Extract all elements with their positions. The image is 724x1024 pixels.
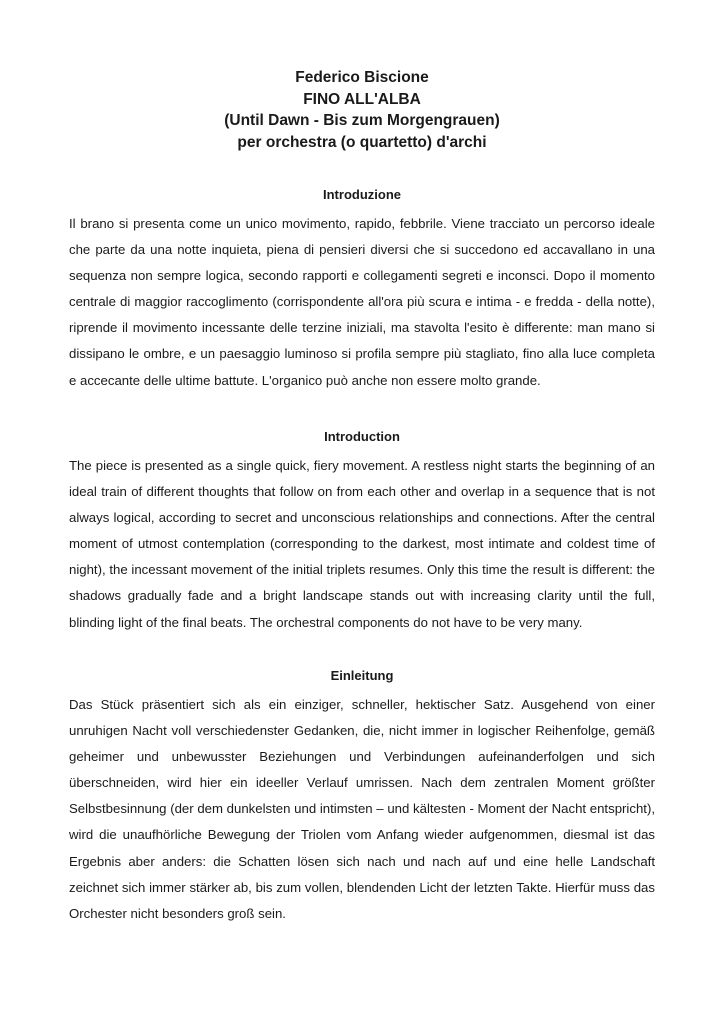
work-title: FINO ALL'ALBA (303, 90, 421, 108)
composer-name: Federico Biscione (295, 69, 429, 86)
section-body-german: Das Stück präsentiert sich als ein einziger, schneller, hektischer Satz. Ausgehend von einer unruhigen Nacht voll verschiedenster Gedanken, die, nicht immer in logischer Reihenfolge, gemäß geheimer und unbewusster Beziehungen und Verbindungen aufeinanderfolgen und sich überschneiden, wird hier ein ideeller Verlauf umrissen. Nach dem zentralen Moment größter Selbstbesinnung (der dem dunkelsten und intimsten – und kältesten - Moment der Nacht entspricht), wird die unaufhörliche Bewegung der Triolen vom Anfang wieder aufgenommen, diesmal ist das Ergebnis aber anders: die Schatten lösen sich nach und nach auf und eine helle Landschaft zeichnet sich immer stärker ab, bis zum vollen, blendenden Licht der letzten Takte. Hierfür muss das Orchester nicht besonders groß sein. (69, 697, 655, 921)
instrumentation: per orchestra (o quartetto) d'archi (237, 133, 487, 151)
document-header (0, 67, 724, 153)
section-english (69, 428, 655, 636)
section-title-italian: Introduzione (323, 187, 401, 202)
section-italian (69, 186, 655, 394)
work-subtitle: (Until Dawn - Bis zum Morgengrauen) (224, 112, 500, 129)
section-title-german: Einleitung (330, 668, 394, 683)
section-german (69, 667, 655, 927)
section-body-italian: Il brano si presenta come un unico movimento, rapido, febbrile. Viene tracciato un percorso ideale che parte da una notte inquieta, piena di pensieri diversi che si succedono ed accavallano in una sequenza non sempre logica, secondo rapporti e collegamenti segreti e inconsci. Dopo il momento centrale di maggior raccoglimento (corrispondente all'ora più scura e intima - e fredda - della notte), riprende il movimento incessante delle terzine iniziali, ma stavolta l'esito è differente: man mano si dissipano le ombre, e un paesaggio luminoso si profila sempre più stagliato, fino alla luce completa e accecante delle ultime battute. L'organico può anche non essere molto grande. (69, 216, 655, 388)
section-body-english: The piece is presented as a single quick, fiery movement. A restless night starts the beginning of an ideal train of different thoughts that follow on from each other and overlap in a sequence that is not always logical, according to secret and unconscious relationships and connections. After the central moment of utmost contemplation (corresponding to the darkest, most intimate and coldest time of night), the incessant movement of the initial triplets resumes. Only this time the result is different: the shadows gradually fade and a bright landscape stands out with increasing clarity until the full, blinding light of the final beats. The orchestral components do not have to be very many. (69, 458, 655, 630)
section-title-english: Introduction (324, 429, 400, 444)
